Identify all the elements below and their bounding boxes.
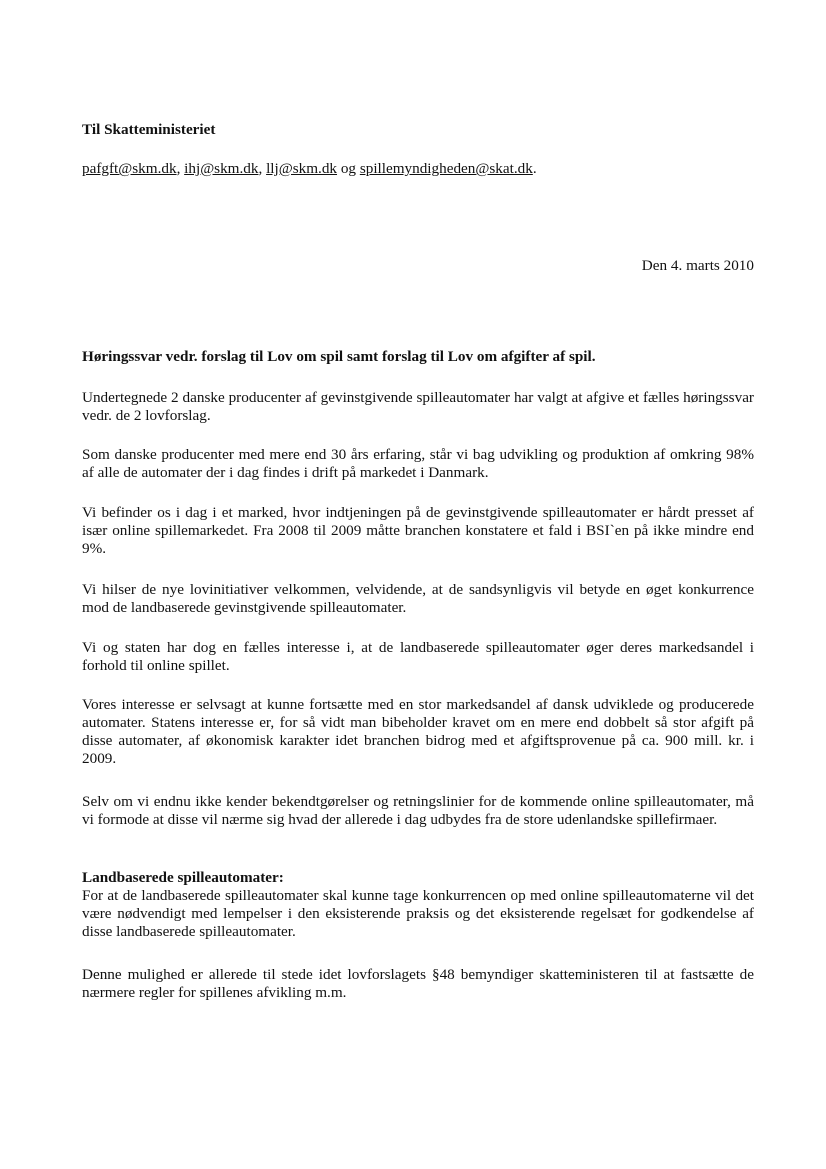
section-heading: Landbaserede spilleautomater: — [82, 869, 284, 886]
paragraph: Undertegnede 2 danske producenter af gevinstgivende spilleautomater har valgt at afgive et fælles høringssvar vedr. de 2 lovforslag. — [82, 389, 754, 424]
letter-date: Den 4. marts 2010 — [641, 257, 754, 274]
paragraph: Vi befinder os i dag i et marked, hvor indtjeningen på de gevinstgivende spilleautomater er hårdt presset af især online spillemarkedet. Fra 2008 til 2009 måtte branchen konstatere et fald i BSI`en på ikke mindre end 9%. — [82, 504, 754, 557]
letter-subject: Høringssvar vedr. forslag til Lov om spil samt forslag til Lov om afgifter af spil. — [82, 348, 596, 365]
paragraph: Vores interesse er selvsagt at kunne fortsætte med en stor markedsandel af dansk udviklede og producerede automater. Statens interesse er, for så vidt man bibeholder kravet om en mere end dobbelt så stor afgift på disse automater, af økonomisk karakter idet branchen bidrog med et afgiftsprovenue på ca. 900 mill. kr. i 2009. — [82, 696, 754, 767]
paragraph: Denne mulighed er allerede til stede idet lovforslagets §48 bemyndiger skatteministeren til at fastsætte de nærmere regler for spillenes afvikling m.m. — [82, 966, 754, 1001]
paragraph: Som danske producenter med mere end 30 års erfaring, står vi bag udvikling og produktion af omkring 98% af alle de automater der i dag findes i drift på markedet i Danmark. — [82, 446, 754, 481]
section-landbaserede — [82, 869, 754, 941]
recipient-line: Til Skatteministeriet — [82, 121, 216, 138]
email-link-spillemyndigheden[interactable]: spillemyndigheden@skat.dk — [359, 160, 533, 177]
email-link-llj[interactable]: llj@skm.dk — [266, 160, 338, 177]
email-list: pafgft@skm.dk, ihj@skm.dk, llj@skm.dk og spillemyndigheden@skat.dk. — [82, 160, 537, 177]
paragraph: For at de landbaserede spilleautomater skal kunne tage konkurrencen op med online spilleautomaterne vil det være nødvendigt med lempelser i den eksisterende praksis og det eksisterende regelsæt for godkendelse af disse landbaserede spilleautomater. — [82, 887, 754, 940]
paragraph: Vi og staten har dog en fælles interesse i, at de landbaserede spilleautomater øger deres markedsandel i forhold til online spillet. — [82, 639, 754, 674]
email-link-ihj[interactable]: ihj@skm.dk — [184, 160, 259, 177]
email-link-pafgft[interactable]: pafgft@skm.dk — [82, 160, 177, 177]
paragraph: Selv om vi endnu ikke kender bekendtgørelser og retningslinier for de kommende online spilleautomater, må vi formode at disse vil nærme sig hvad der allerede i dag udbydes fra de store udenlandske spillefirmaer. — [82, 793, 754, 828]
paragraph: Vi hilser de nye lovinitiativer velkommen, velvidende, at de sandsynligvis vil betyde en øget konkurrence mod de landbaserede gevinstgivende spilleautomater. — [82, 581, 754, 616]
